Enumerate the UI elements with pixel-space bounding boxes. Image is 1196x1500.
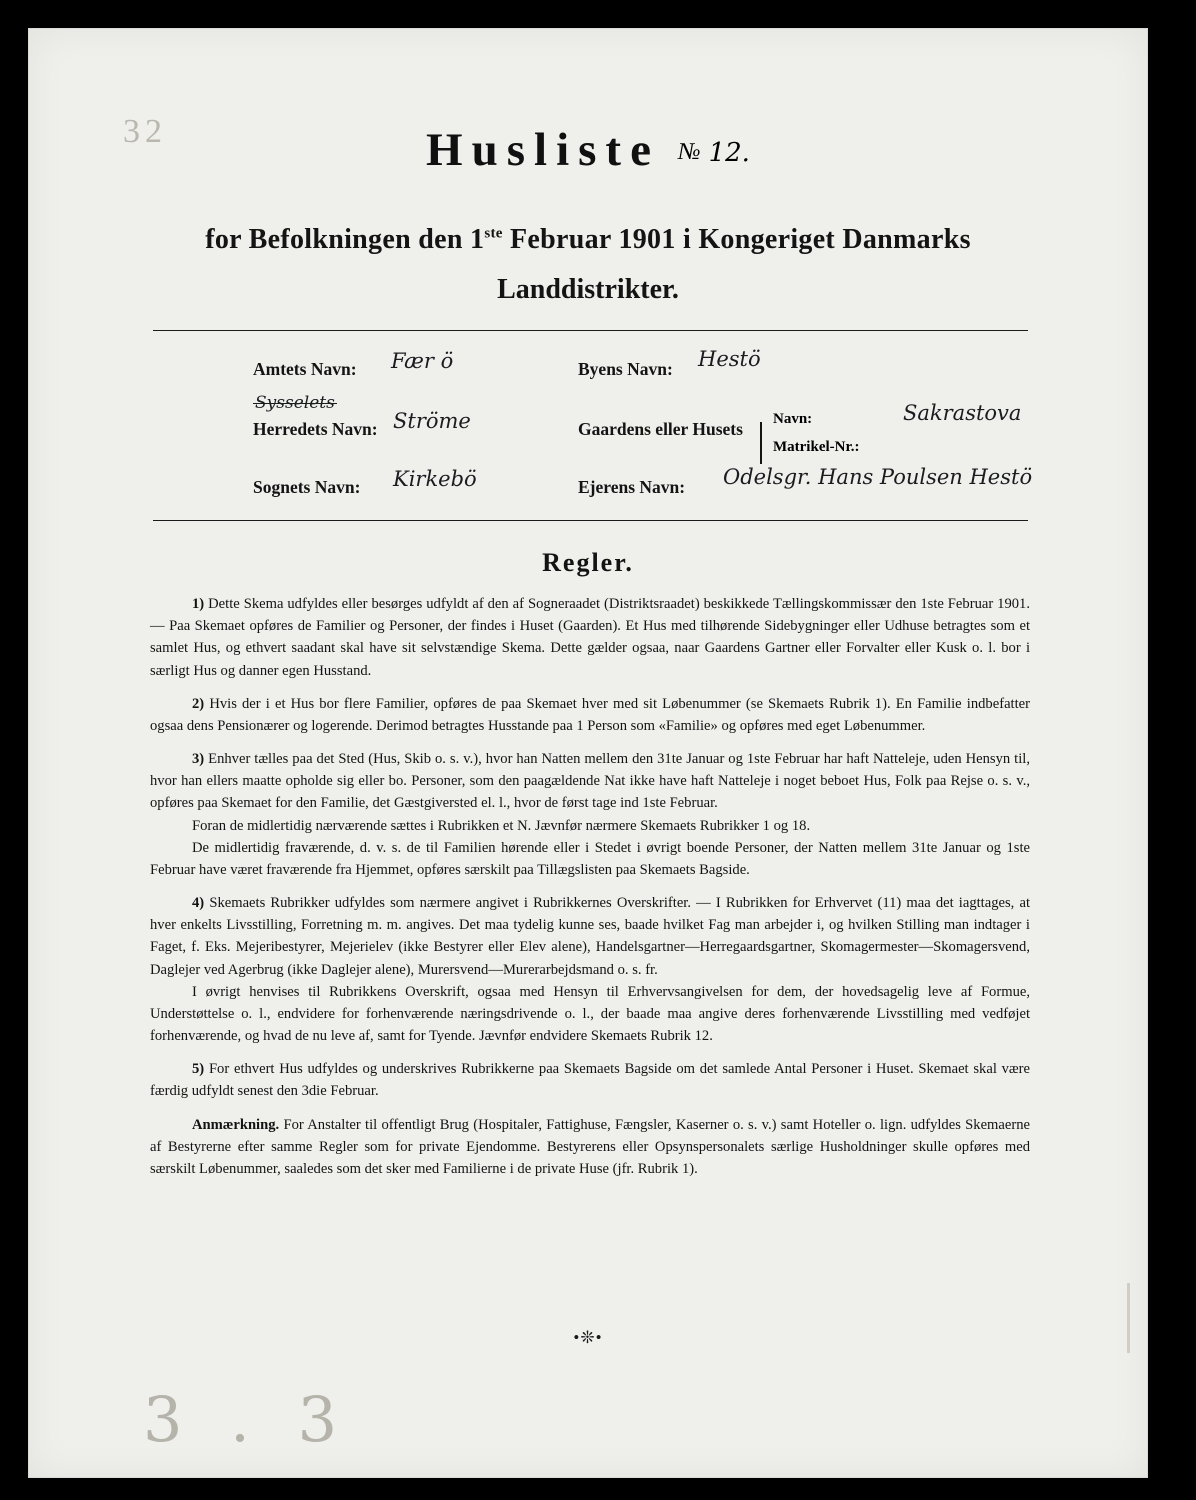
rule-note-text: For Anstalter til offentligt Brug (Hospitaler, Fattighuse, Fængsler, Kaserner o. s. v.) samt Hoteller o. lign. udfyldes Skemaerne af Bestyrerne efter samme Regler som for private Ejendomme. Bestyrerens eller Opsynspersonalets særlige Husholdninger skulle opføres med særskilt Løbenummer, saaledes som det sker med Familierne i de private Huse (jfr. Rubrik 1). [150, 1116, 1031, 1177]
rule-item-3b [150, 837, 1030, 881]
rule-text-3a: Foran de midlertidig nærværende sættes i Rubrikken et N. Jævnfør nærmere Skemaets Rubrikker 1 og 18. [192, 817, 811, 834]
gaardens-matrikel-sublabel-text: Matrikel-Nr.: [773, 439, 860, 455]
field-amtets-navn-label [253, 359, 357, 380]
gaardens-navn-sublabel [773, 408, 812, 428]
title-number-label: № [677, 139, 701, 165]
rule-note-label: Anmærkning. [192, 1116, 280, 1133]
rule-item-note [150, 1114, 1030, 1181]
archive-stamp-number: 32 [123, 113, 167, 150]
field-brace [760, 422, 762, 464]
bottom-handwritten-number: 3 . 3 [143, 1383, 352, 1456]
sognets-navn-label: Sognets Navn: [253, 477, 361, 497]
ejerens-navn-label: Ejerens Navn: [578, 477, 686, 497]
rule-number-1: 1) [192, 596, 205, 612]
field-gaardens-navn-value: Sakrastova [903, 401, 1022, 425]
rule-text-1: Dette Skema udfyldes eller besørges udfyldt af den af Sogneraadet (Distriktsraadet) beskikkede Tællingskommissær den 1ste Februar 1901. — Paa Skemaet opføres de Familier og Personer, der findes i Huset (Gaarden). Et Hus med tilhørende Sidebygninger eller Udhuse betragtes som et samlet Hus, og ethvert saadant skal have sit selvstændige Skema. Dette gælder ogsaa, naar Gaardens Gartner eller Forvalter eller Kusk o. l. bor i særligt Hus og danner egen Husstand. [150, 596, 1030, 679]
byens-navn-label: Byens Navn: [578, 359, 673, 379]
subtitle-post: Februar 1901 i Kongeriget Danmarks [502, 224, 971, 255]
rule-item-4 [150, 892, 1030, 981]
rule-text-5: For ethvert Hus udfyldes og underskrives Rubrikkerne paa Skemaets Bagside om det samlede Antal Personer i Huset. Skemaet skal være færdig udfyldt senest den 3die Februar. [150, 1061, 1030, 1100]
field-ejerens-navn-label [578, 477, 685, 498]
rule-text-4a: I øvrigt henvises til Rubrikkens Overskrift, ogsaa med Hensyn til Erhvervsangivelsen for dem, der hovedsagelig leve af Formue, Understøttelse o. l., endvidere for forhenværende næringsdrivende o. l., der baade maa angive deres forhenværende Livsstilling med vedføjet forhenværende, og hvad de nu leve af, samt for Tyende. Jævnfør endvidere Skemaets Rubrik 12. [150, 983, 1030, 1045]
ornament-divider: •❊• [573, 1328, 603, 1347]
gaardens-navn-sublabel-text: Navn: [773, 411, 813, 427]
gaardens-matrikel-sublabel [773, 436, 860, 456]
amtets-navn-label: Amtets Navn: [253, 359, 357, 379]
field-herredets-navn-label [253, 419, 378, 440]
field-herredets-navn-value: Ströme [393, 409, 471, 433]
field-byens-navn-value: Hestö [698, 347, 761, 371]
rule-text-3: Enhver tælles paa det Sted (Hus, Skib o. s. v.), hvor han Natten mellem den 31te Januar og 1ste Februar har haft Natteleje, uden Hensyn til, hvor han ellers maatte opholde sig eller bo. Personer, som den paagældende Nat ikke have haft Natteleje i noget beboet Hus, Folk paa Rejse o. s. v., opføres paa Skemaet for den Familie, det Gæstgiversted el. l., hvor de først tage ind 1ste Februar. [150, 751, 1030, 812]
rule-item-2 [150, 693, 1030, 737]
rules-body [150, 593, 1030, 1191]
subtitle-pre: for Befolkningen den 1 [205, 224, 485, 255]
divider-bottom [153, 520, 1028, 521]
rule-number-3: 3) [192, 751, 205, 768]
gaardens-label: Gaardens eller Husets [578, 419, 743, 439]
field-sognets-navn-label [253, 477, 360, 498]
field-ejerens-navn-value: Odelsgr. Hans Poulsen Hestö [723, 465, 1033, 489]
document-title-line [28, 123, 1148, 177]
rule-text-2: Hvis der i et Hus bor flere Familier, opføres de paa Skemaet hver med sit Løbenummer (se Skemaets Rubrik 1). En Familie indbefatter ogsaa dens Pensionærer og logerende. Derimod betragtes Husstande paa 1 Person som «Familie» og opføres med eget Løbenummer. [150, 695, 1030, 734]
rule-item-3 [150, 748, 1030, 815]
page-edge-mark [1127, 1283, 1130, 1353]
page-title: Husliste [426, 124, 660, 176]
field-amtets-navn-value: Fær ö [391, 349, 454, 373]
rule-text-4: Skemaets Rubrikker udfyldes som nærmere angivet i Rubrikkernes Overskrifter. — I Rubrikken for Erhvervet (11) maa det iagttages, at hver enkelts Livsstilling, Forretning m. m. angives. Det maa tydelig kunne ses, baade hvilket Fag man arbejder i, og hvilken Stilling man indtager i Faget, f. Eks. Mejeribestyrer, Mejerielev (ikke Bestyrer eller Elev alene), Handelsgartner—Herregaardsgartner, Skomagermester—Skomagersvend, Daglejer ved Agerbrug (ikke Daglejer alene), Murersvend—Murerarbejdsmand o. s. fr. [150, 895, 1030, 978]
field-byens-navn-label [578, 359, 673, 380]
struck-label-sysselets [255, 393, 335, 413]
rule-item-4a [150, 981, 1030, 1048]
subtitle-line-1 [28, 224, 1148, 256]
rules-heading: Regler. [542, 548, 634, 577]
paper-sheet [28, 28, 1148, 1478]
identification-block [153, 347, 1033, 503]
subtitle-line-2: Landdistrikter. [497, 274, 679, 305]
rule-number-4: 4) [192, 895, 205, 912]
field-sognets-navn-value: Kirkebö [393, 467, 477, 491]
title-number-value: 12. [708, 138, 750, 168]
rule-item-5 [150, 1058, 1030, 1102]
field-gaardens-label [578, 419, 743, 440]
rule-number-2: 2) [192, 695, 205, 712]
divider-top [153, 330, 1028, 331]
subtitle-ordinal: ste [484, 225, 503, 242]
rule-item-3a [150, 815, 1030, 837]
rule-item-1 [150, 593, 1030, 682]
herredets-navn-label: Herredets Navn: [253, 419, 378, 439]
struck-word: Sysselets [255, 393, 335, 413]
rule-number-5: 5) [192, 1061, 205, 1078]
rule-text-3b: De midlertidig fraværende, d. v. s. de til Familien hørende eller i Stedet i øvrigt boende Personer, der Natten mellem 31te Januar og 1ste Februar have været fraværende fra Hjemmet, opføres særskilt paa Tillægslisten paa Skemaets Bagside. [150, 839, 1030, 878]
